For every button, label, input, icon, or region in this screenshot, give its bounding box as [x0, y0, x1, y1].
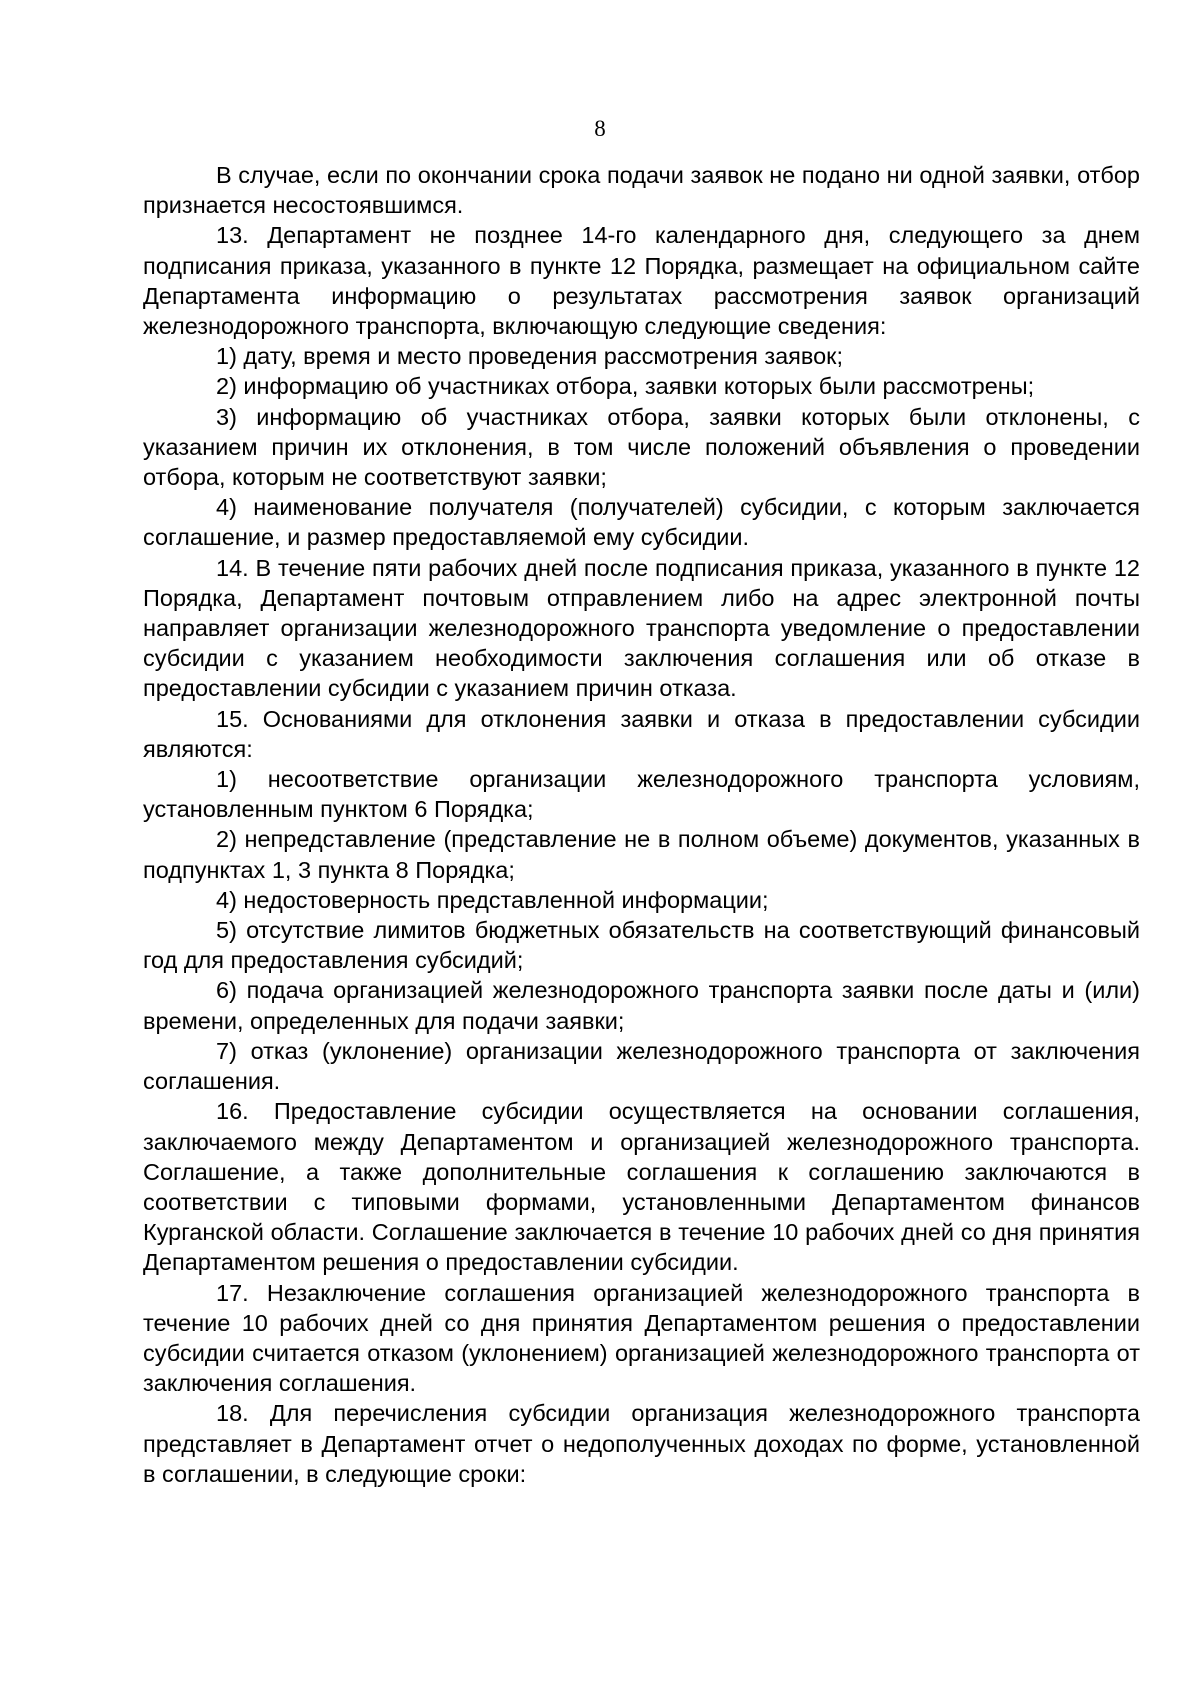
paragraph-15-item-5: 5) отсутствие лимитов бюджетных обязательств на соответствующий финансовый год для предоставления субсидий;: [143, 917, 1140, 974]
paragraph-13: 13. Департамент не позднее 14-го календарного дня, следующего за днем подписания приказа, указанного в пункте 12 Порядка, размещает на официальном сайте Департамента информацию о результатах рассмотрения заявок организаций железнодорожного транспорта, включающую следующие сведения:: [143, 222, 1140, 340]
paragraph-15-item-6: 6) подача организацией железнодорожного транспорта заявки после даты и (или) времени, определенных для подачи заявки;: [143, 977, 1140, 1034]
paragraph-16: 16. Предоставление субсидии осуществляется на основании соглашения, заключаемого между Департаментом и организацией железнодорожного транспорта. Соглашение, а также дополнительные соглашения к соглашению заключаются в соответствии с типовыми формами, установленными Департаментом финансов Курганской области. Соглашение заключается в течение 10 рабочих дней со дня принятия Департаментом решения о предоставлении субсидии.: [143, 1098, 1140, 1276]
paragraph-13-item-4: 4) наименование получателя (получателей) субсидии, с которым заключается соглашение, и размер предоставляемой ему субсидии.: [143, 494, 1140, 551]
paragraph-13-item-2: 2) информацию об участниках отбора, заявки которых были рассмотрены;: [216, 373, 1035, 400]
paragraph-18: 18. Для перечисления субсидии организация железнодорожного транспорта представляет в Департамент отчет о недополученных доходах по форме, установленной в соглашении, в следующие сроки:: [143, 1400, 1140, 1487]
paragraph-14: 14. В течение пяти рабочих дней после подписания приказа, указанного в пункте 12 Порядка, Департамент почтовым отправлением либо на адрес электронной почты направляет организации железнодорожного транспорта уведомление о предоставлении субсидии с указанием необходимости заключения соглашения или об отказе в предоставлении субсидии с указанием причин отказа.: [143, 554, 1140, 702]
paragraph-15-item-4: 4) недостоверность представленной информации;: [216, 886, 769, 913]
paragraph-no-applications: В случае, если по окончании срока подачи заявок не подано ни одной заявки, отбор признается несостоявшимся.: [143, 162, 1140, 219]
page-number: 8: [594, 116, 606, 141]
paragraph-15-item-1: 1) несоответствие организации железнодорожного транспорта условиям, установленным пунктом 6 Порядка;: [143, 766, 1140, 823]
paragraph-13-item-3: 3) информацию об участниках отбора, заявки которых были отклонены, с указанием причин их отклонения, в том числе положений объявления о проведении отбора, которым не соответствуют заявки;: [143, 403, 1140, 491]
paragraph-15-item-7: 7) отказ (уклонение) организации железнодорожного транспорта от заключения соглашения.: [143, 1037, 1140, 1095]
paragraph-17: 17. Незаключение соглашения организацией железнодорожного транспорта в течение 10 рабочих дней со дня принятия Департаментом решения о предоставлении субсидии считается отказом (уклонением) организацией железнодорожного транспорта от заключения соглашения.: [143, 1279, 1140, 1397]
document-body: [143, 160, 1140, 1489]
paragraph-15-item-2: 2) непредставление (представление не в полном объеме) документов, указанных в подпунктах 1, 3 пункта 8 Порядка;: [143, 826, 1140, 883]
paragraph-13-item-1: 1) дату, время и место проведения рассмотрения заявок;: [216, 343, 843, 370]
paragraph-15: 15. Основаниями для отклонения заявки и отказа в предоставлении субсидии являются:: [143, 705, 1140, 762]
